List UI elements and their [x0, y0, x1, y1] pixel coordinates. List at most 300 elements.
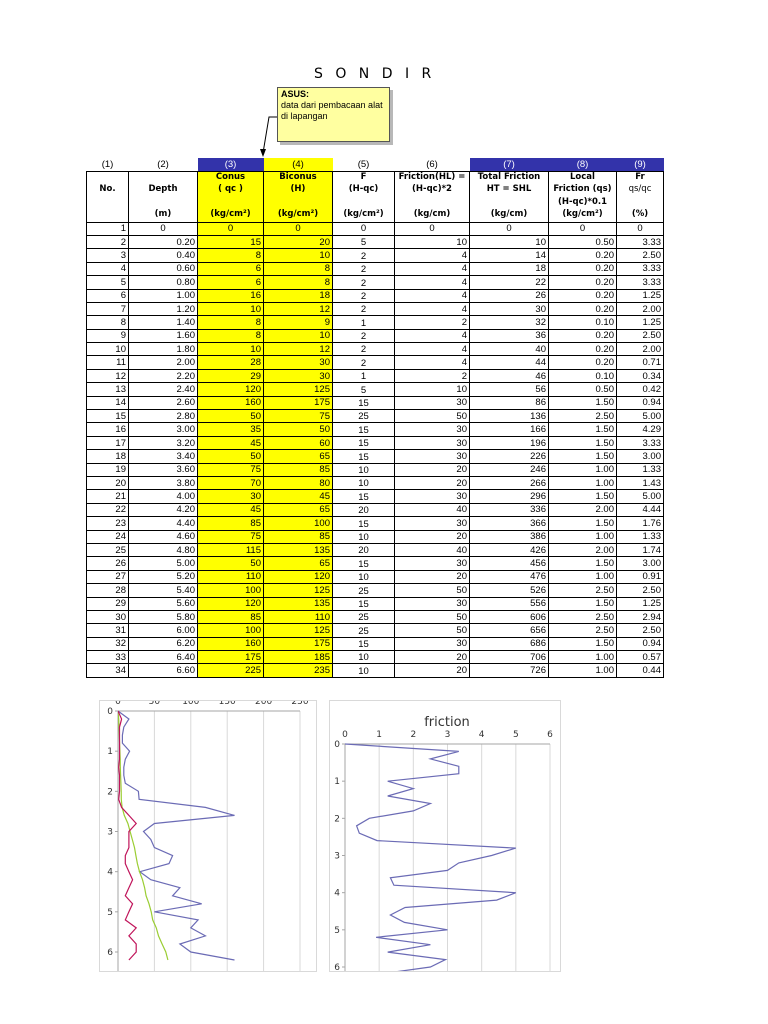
- table-cell: 20: [87, 476, 129, 489]
- table-cell: 160: [198, 396, 264, 409]
- table-cell: 1.20: [129, 302, 198, 315]
- x-tick-label: 0: [342, 730, 348, 740]
- table-cell: 19: [87, 463, 129, 476]
- table-cell: 30: [395, 436, 470, 449]
- table-cell: 1.00: [549, 651, 617, 664]
- table-cell: 2: [333, 289, 395, 302]
- table-cell: 25: [333, 584, 395, 597]
- table-row: [87, 410, 664, 423]
- table-cell: 2: [333, 302, 395, 315]
- table-cell: 20: [395, 530, 470, 543]
- table-cell: 7: [87, 302, 129, 315]
- table-cell: 125: [264, 624, 333, 637]
- table-cell: 30: [264, 369, 333, 382]
- table-cell: 13: [87, 383, 129, 396]
- table-cell: 25: [333, 610, 395, 623]
- table-cell: 1.50: [549, 597, 617, 610]
- table-cell: 5: [333, 383, 395, 396]
- unit-cell: (kg/cm²): [264, 209, 333, 222]
- table-cell: 1.00: [549, 463, 617, 476]
- table-body: [87, 222, 664, 677]
- table-cell: 15: [333, 637, 395, 650]
- table-cell: 60: [264, 436, 333, 449]
- table-cell: 2: [395, 369, 470, 382]
- x-tick-label: 0: [115, 701, 121, 707]
- table-cell: 1.33: [617, 530, 664, 543]
- table-cell: 1.33: [617, 463, 664, 476]
- header-cell: Total Friction: [470, 172, 549, 185]
- unit-cell: (kg/cm): [470, 209, 549, 222]
- table-cell: 16: [87, 423, 129, 436]
- table-row: [87, 249, 664, 262]
- table-cell: 30: [470, 302, 549, 315]
- header-cell: Fr: [617, 172, 664, 185]
- column-number: (7): [470, 158, 549, 172]
- table-cell: 10: [333, 463, 395, 476]
- x-tick-label: 250: [291, 701, 309, 707]
- table-cell: 100: [264, 517, 333, 530]
- table-row: [87, 584, 664, 597]
- table-cell: 1.00: [549, 664, 617, 677]
- table-cell: 30: [264, 356, 333, 369]
- table-cell: 2.50: [617, 329, 664, 342]
- table-row: [87, 530, 664, 543]
- table-cell: 26: [470, 289, 549, 302]
- table-cell: 20: [395, 664, 470, 677]
- table-cell: 1.00: [549, 530, 617, 543]
- table-cell: 30: [395, 557, 470, 570]
- table-cell: 0.10: [549, 369, 617, 382]
- table-cell: 3.60: [129, 463, 198, 476]
- table-cell: 2.20: [129, 369, 198, 382]
- table-row: [87, 356, 664, 369]
- table-cell: 14: [470, 249, 549, 262]
- table-cell: 135: [264, 543, 333, 556]
- table-cell: 32: [87, 637, 129, 650]
- table-cell: 196: [470, 436, 549, 449]
- table-cell: 1: [333, 316, 395, 329]
- table-row: [87, 329, 664, 342]
- table-cell: 4: [87, 262, 129, 275]
- header-row-1: [87, 172, 664, 185]
- header-cell: [395, 197, 470, 209]
- table-cell: 20: [333, 543, 395, 556]
- table-row: [87, 637, 664, 650]
- table-cell: 0.20: [549, 249, 617, 262]
- table-cell: 0: [395, 222, 470, 235]
- table-cell: 0.44: [617, 664, 664, 677]
- table-cell: 2.00: [129, 356, 198, 369]
- table-cell: 10: [395, 383, 470, 396]
- table-cell: 2.80: [129, 410, 198, 423]
- table-cell: 3.80: [129, 476, 198, 489]
- table-cell: 56: [470, 383, 549, 396]
- table-cell: 4: [395, 356, 470, 369]
- y-tick-label: 4: [107, 867, 113, 878]
- table-cell: 110: [198, 570, 264, 583]
- table-cell: 1.43: [617, 476, 664, 489]
- table-cell: 1.25: [617, 316, 664, 329]
- table-cell: 175: [264, 396, 333, 409]
- column-number: (4): [264, 158, 333, 172]
- table-cell: 1.00: [549, 570, 617, 583]
- annotation-note: [277, 87, 390, 142]
- table-cell: 2.00: [617, 343, 664, 356]
- table-cell: 2.40: [129, 383, 198, 396]
- table-cell: 2.60: [129, 396, 198, 409]
- table-cell: 25: [333, 410, 395, 423]
- table-cell: 32: [470, 316, 549, 329]
- series-line: [118, 711, 235, 960]
- header-cell: HT = SHL: [470, 184, 549, 196]
- y-tick-label: 3: [107, 827, 113, 838]
- table-cell: 0.57: [617, 651, 664, 664]
- table-cell: 20: [395, 651, 470, 664]
- header-cell: Biconus: [264, 172, 333, 185]
- table-cell: 120: [198, 597, 264, 610]
- table-cell: 44: [470, 356, 549, 369]
- table-cell: 30: [395, 396, 470, 409]
- table-cell: 120: [264, 570, 333, 583]
- table-cell: 0.20: [549, 289, 617, 302]
- table-row: [87, 450, 664, 463]
- table-cell: 10: [198, 343, 264, 356]
- table-row: [87, 476, 664, 489]
- table-cell: 30: [395, 450, 470, 463]
- header-cell: [617, 197, 664, 209]
- table-cell: 50: [395, 584, 470, 597]
- table-cell: 4.29: [617, 423, 664, 436]
- table-cell: 20: [395, 570, 470, 583]
- header-cell: Depth: [129, 184, 198, 196]
- table-cell: 135: [264, 597, 333, 610]
- table-cell: 0: [617, 222, 664, 235]
- table-cell: 175: [198, 651, 264, 664]
- table-row: [87, 262, 664, 275]
- table-cell: 0: [470, 222, 549, 235]
- x-tick-label: 6: [547, 730, 553, 740]
- table-cell: 65: [264, 503, 333, 516]
- column-number: (3): [198, 158, 264, 172]
- table-cell: 110: [264, 610, 333, 623]
- table-cell: 3: [87, 249, 129, 262]
- table-row: [87, 490, 664, 503]
- table-cell: 226: [470, 450, 549, 463]
- x-tick-label: 1: [376, 730, 383, 740]
- table-cell: 10: [264, 249, 333, 262]
- table-cell: 1: [333, 369, 395, 382]
- table-cell: 3.00: [129, 423, 198, 436]
- table-cell: 9: [264, 316, 333, 329]
- header-cell: [264, 197, 333, 209]
- table-row: [87, 396, 664, 409]
- table-cell: 185: [264, 651, 333, 664]
- header-cell: (H-qc)*2: [395, 184, 470, 196]
- table-cell: 556: [470, 597, 549, 610]
- x-tick-label: 200: [255, 701, 273, 707]
- table-cell: 0.34: [617, 369, 664, 382]
- y-tick-label: 5: [334, 925, 340, 936]
- table-cell: 4.20: [129, 503, 198, 516]
- table-cell: 31: [87, 624, 129, 637]
- table-cell: 50: [395, 624, 470, 637]
- table-row: [87, 343, 664, 356]
- header-cell: (H-qc): [333, 184, 395, 196]
- page-title: S O N D I R: [314, 66, 436, 82]
- table-cell: 10: [333, 664, 395, 677]
- table-cell: 40: [395, 503, 470, 516]
- table-cell: 15: [333, 597, 395, 610]
- table-cell: 8: [198, 316, 264, 329]
- unit-cell: (m): [129, 209, 198, 222]
- table-cell: 75: [198, 530, 264, 543]
- table-cell: 4: [395, 289, 470, 302]
- table-cell: 85: [198, 517, 264, 530]
- header-cell: Friction (qs): [549, 184, 617, 196]
- table-cell: 30: [198, 490, 264, 503]
- table-cell: 2: [333, 262, 395, 275]
- table-cell: 22: [87, 503, 129, 516]
- unit-cell: (%): [617, 209, 664, 222]
- table-cell: 6: [198, 262, 264, 275]
- table-cell: 1.50: [549, 396, 617, 409]
- table-cell: 30: [395, 423, 470, 436]
- table-cell: 30: [395, 597, 470, 610]
- unit-cell: (kg/cm²): [198, 209, 264, 222]
- table-cell: 3.33: [617, 262, 664, 275]
- header-cell: No.: [87, 184, 129, 196]
- table-cell: 22: [470, 276, 549, 289]
- header-cell: [129, 172, 198, 185]
- table-cell: 5.60: [129, 597, 198, 610]
- table-cell: 3.00: [617, 450, 664, 463]
- table-cell: 266: [470, 476, 549, 489]
- table-cell: 65: [264, 450, 333, 463]
- x-tick-label: 2: [410, 730, 417, 740]
- series-line: [118, 711, 168, 960]
- table-cell: 15: [333, 557, 395, 570]
- header-cell: [333, 197, 395, 209]
- table-cell: 120: [198, 383, 264, 396]
- table-cell: 8: [87, 316, 129, 329]
- table-cell: 2.50: [617, 249, 664, 262]
- table-row: [87, 423, 664, 436]
- depth-profile-chart: [99, 700, 317, 972]
- table-cell: 5: [87, 276, 129, 289]
- table-cell: 15: [333, 423, 395, 436]
- table-cell: 125: [264, 383, 333, 396]
- table-row: [87, 610, 664, 623]
- table-cell: 100: [198, 624, 264, 637]
- table-cell: 0.80: [129, 276, 198, 289]
- table-cell: 4: [395, 329, 470, 342]
- table-cell: 20: [395, 476, 470, 489]
- table-cell: 706: [470, 651, 549, 664]
- table-cell: 4: [395, 262, 470, 275]
- table-cell: 5: [333, 235, 395, 248]
- table-row: [87, 235, 664, 248]
- table-cell: 2: [333, 249, 395, 262]
- note-body: data dari pembacaan alat di lapangan: [281, 100, 383, 121]
- table-cell: 20: [264, 235, 333, 248]
- table-cell: 606: [470, 610, 549, 623]
- table-cell: 10: [198, 302, 264, 315]
- table-cell: 2.50: [617, 624, 664, 637]
- table-cell: 0: [129, 222, 198, 235]
- table-cell: 50: [198, 557, 264, 570]
- table-cell: 18: [87, 450, 129, 463]
- table-row: [87, 302, 664, 315]
- table-cell: 3.00: [617, 557, 664, 570]
- table-cell: 476: [470, 570, 549, 583]
- y-tick-label: 2: [107, 787, 113, 798]
- table-cell: 25: [333, 624, 395, 637]
- y-tick-label: 0: [107, 707, 113, 717]
- table-cell: 50: [264, 423, 333, 436]
- table-cell: 4: [395, 249, 470, 262]
- table-cell: 5.80: [129, 610, 198, 623]
- table-cell: 6: [87, 289, 129, 302]
- table-cell: 0.50: [549, 235, 617, 248]
- header-cell: [87, 172, 129, 185]
- x-tick-label: 4: [478, 730, 485, 740]
- table-cell: 1.40: [129, 316, 198, 329]
- table-cell: 2.50: [549, 624, 617, 637]
- table-cell: 386: [470, 530, 549, 543]
- table-cell: 136: [470, 410, 549, 423]
- table-cell: 225: [198, 664, 264, 677]
- table-cell: 1.80: [129, 343, 198, 356]
- table-cell: 2: [333, 276, 395, 289]
- table-cell: 115: [198, 543, 264, 556]
- table-cell: 75: [198, 463, 264, 476]
- depth-profile-svg: [100, 701, 316, 971]
- table-cell: 2.00: [549, 543, 617, 556]
- header-cell: ( qc ): [198, 184, 264, 196]
- table-cell: 0.50: [549, 383, 617, 396]
- table-cell: 2.00: [549, 503, 617, 516]
- table-cell: 29: [198, 369, 264, 382]
- table-cell: 11: [87, 356, 129, 369]
- table-cell: 27: [87, 570, 129, 583]
- x-tick-label: 50: [148, 701, 161, 707]
- table-cell: 3.33: [617, 276, 664, 289]
- table-cell: 175: [264, 637, 333, 650]
- table-cell: 50: [395, 410, 470, 423]
- table-row: [87, 276, 664, 289]
- table-cell: 34: [87, 664, 129, 677]
- column-number: (1): [101, 159, 114, 170]
- table-cell: 25: [87, 543, 129, 556]
- y-tick-label: 6: [334, 963, 340, 971]
- table-cell: 1.25: [617, 289, 664, 302]
- table-cell: 6.60: [129, 664, 198, 677]
- table-row: [87, 289, 664, 302]
- table-cell: 4.44: [617, 503, 664, 516]
- table-cell: 50: [198, 450, 264, 463]
- table-cell: 4: [395, 343, 470, 356]
- table-cell: 0.20: [549, 329, 617, 342]
- header-cell: [129, 197, 198, 209]
- table-cell: 15: [333, 436, 395, 449]
- table-cell: 15: [87, 410, 129, 423]
- table-row: [87, 436, 664, 449]
- table-cell: 426: [470, 543, 549, 556]
- table-cell: 6.20: [129, 637, 198, 650]
- table-row: [87, 651, 664, 664]
- table-cell: 2.50: [549, 410, 617, 423]
- table-cell: 10: [333, 651, 395, 664]
- table-cell: 2: [333, 329, 395, 342]
- table-cell: 4: [395, 276, 470, 289]
- table-cell: 2: [333, 343, 395, 356]
- table-cell: 336: [470, 503, 549, 516]
- table-cell: 5.00: [617, 410, 664, 423]
- column-number: (6): [426, 159, 438, 170]
- table-cell: 45: [198, 503, 264, 516]
- x-tick-label: 5: [512, 730, 519, 740]
- table-cell: 100: [198, 584, 264, 597]
- table-cell: 33: [87, 651, 129, 664]
- table-cell: 0.20: [549, 356, 617, 369]
- table-row: [87, 557, 664, 570]
- header-cell: (H-qc)*0.1: [549, 197, 617, 209]
- table-cell: 2.00: [617, 302, 664, 315]
- table-cell: 10: [333, 476, 395, 489]
- chart-title: friction: [424, 715, 470, 730]
- table-cell: 28: [87, 584, 129, 597]
- table-cell: 0.42: [617, 383, 664, 396]
- table-cell: 3.20: [129, 436, 198, 449]
- table-cell: 6.40: [129, 651, 198, 664]
- unit-cell: (kg/cm): [395, 209, 470, 222]
- header-cell: [198, 197, 264, 209]
- table-cell: 15: [198, 235, 264, 248]
- table-row: [87, 570, 664, 583]
- table-cell: 235: [264, 664, 333, 677]
- table-cell: 1.50: [549, 517, 617, 530]
- series-line: [345, 744, 516, 971]
- table-cell: 1.50: [549, 557, 617, 570]
- table-cell: 23: [87, 517, 129, 530]
- table-cell: 4.00: [129, 490, 198, 503]
- table-cell: 5.40: [129, 584, 198, 597]
- table-cell: 8: [264, 262, 333, 275]
- table-cell: 20: [333, 503, 395, 516]
- table-cell: 10: [395, 235, 470, 248]
- table-cell: 29: [87, 597, 129, 610]
- table-row: [87, 383, 664, 396]
- header-cell: Local: [549, 172, 617, 185]
- table-cell: 45: [198, 436, 264, 449]
- table-cell: 12: [87, 369, 129, 382]
- header-cell: [87, 197, 129, 209]
- table-row: [87, 624, 664, 637]
- table-cell: 296: [470, 490, 549, 503]
- table-cell: 1.50: [549, 637, 617, 650]
- table-cell: 1.50: [549, 423, 617, 436]
- table-cell: 10: [333, 530, 395, 543]
- table-cell: 1.50: [549, 490, 617, 503]
- table-cell: 15: [333, 450, 395, 463]
- table-row: [87, 543, 664, 556]
- header-row-3: [87, 197, 664, 209]
- table-row: [87, 316, 664, 329]
- table-cell: 10: [87, 343, 129, 356]
- table-cell: 2: [333, 356, 395, 369]
- table-cell: 86: [470, 396, 549, 409]
- table-cell: 8: [198, 329, 264, 342]
